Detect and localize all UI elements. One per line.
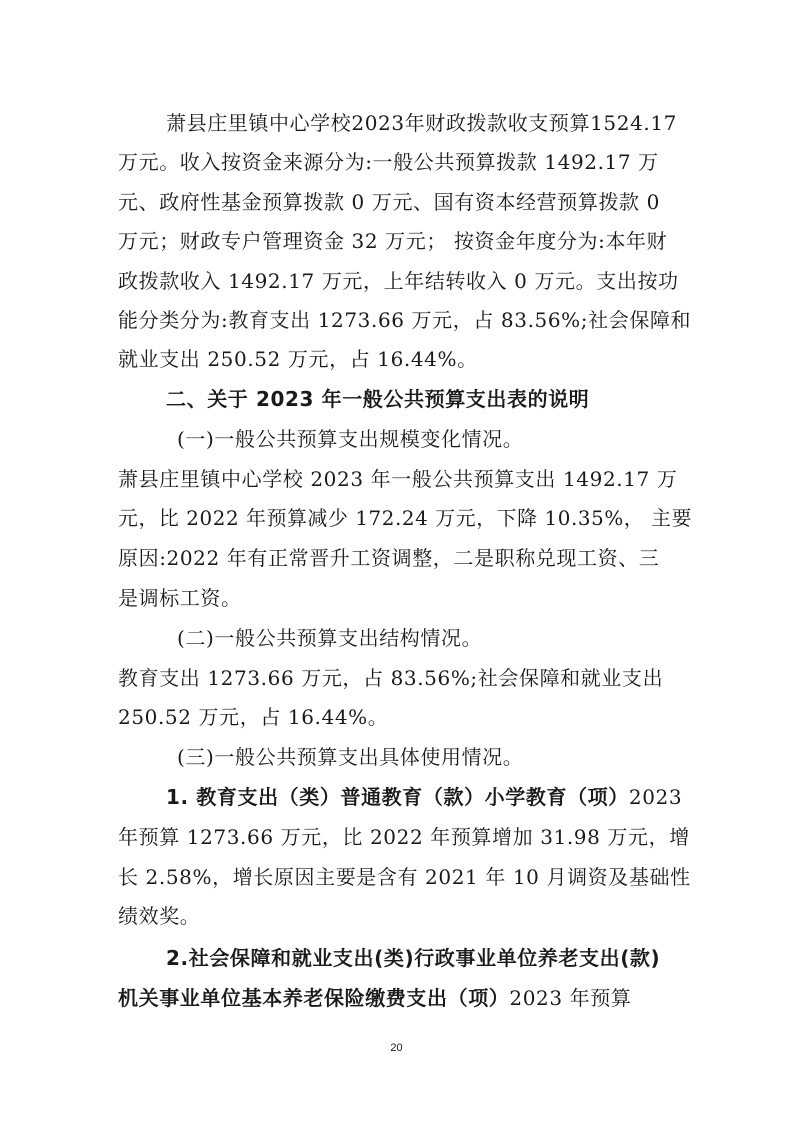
p2-line-2: 元，比 2022 年预算减少 172.24 万元，下降 10.35%， 主要	[118, 506, 693, 530]
p3-line-2: 250.52 万元，占 16.44%。	[118, 705, 389, 729]
p2-line-3: 原因:2022 年有正常晋升工资调整，二是职称兑现工资、三	[118, 546, 660, 570]
p2-line-1: 萧县庄里镇中心学校 2023 年一般公共预算支出 1492.17 万	[118, 467, 678, 491]
p1-line-6: 能分类分为:教育支出 1273.66 万元，占 83.56%;社会保障和	[118, 308, 692, 332]
p3-line-1: 教育支出 1273.66 万元，占 83.56%;社会保障和就业支出	[118, 666, 664, 690]
p1-line-3: 元、政府性基金预算拨款 0 万元、国有资本经营预算拨款 0	[118, 190, 660, 214]
subheading-3: (三)一般公共预算支出具体使用情况。	[177, 745, 524, 769]
p1-line-5: 政拨款收入 1492.17 万元，上年结转收入 0 万元。支出按功	[118, 269, 679, 293]
p1-line-1: 萧县庄里镇中心学校2023年财政拨款收支预算1524.17	[166, 111, 678, 135]
subheading-2: (二)一般公共预算支出结构情况。	[177, 626, 483, 650]
section-heading-2: 二、关于 2023 年一般公共预算支出表的说明	[166, 387, 590, 411]
item1-year: 2023	[628, 785, 683, 809]
page-number: 20	[390, 1042, 403, 1054]
subheading-1: (一)一般公共预算支出规模变化情况。	[177, 427, 524, 451]
item2-line-2	[118, 985, 631, 1011]
item1-heading: 1. 教育支出（类）普通教育（款）小学教育（项）	[166, 785, 629, 809]
item1-line-1	[166, 784, 682, 810]
item1-line-2: 年预算 1273.66 万元，比 2022 年预算增加 31.98 万元，增	[118, 825, 690, 849]
item2-budget-label: 2023 年预算	[509, 986, 632, 1010]
item1-line-3: 长 2.58%，增长原因主要是含有 2021 年 10 月调资及基础性	[118, 865, 691, 889]
item1-line-4: 绩效奖。	[118, 904, 201, 928]
p2-line-4: 是调标工资。	[118, 586, 242, 610]
p1-line-4: 万元；财政专户管理资金 32 万元； 按资金年度分为:本年财	[118, 229, 668, 253]
item2-line-1: 2.社会保障和就业支出(类)行政事业单位养老支出(款)	[166, 946, 661, 970]
p1-line-2: 万元。收入按资金来源分为:一般公共预算拨款 1492.17 万	[118, 150, 659, 174]
p1-line-7: 就业支出 250.52 万元，占 16.44%。	[118, 347, 478, 371]
item2-heading: 机关事业单位基本养老保险缴费支出（项）	[118, 986, 510, 1010]
